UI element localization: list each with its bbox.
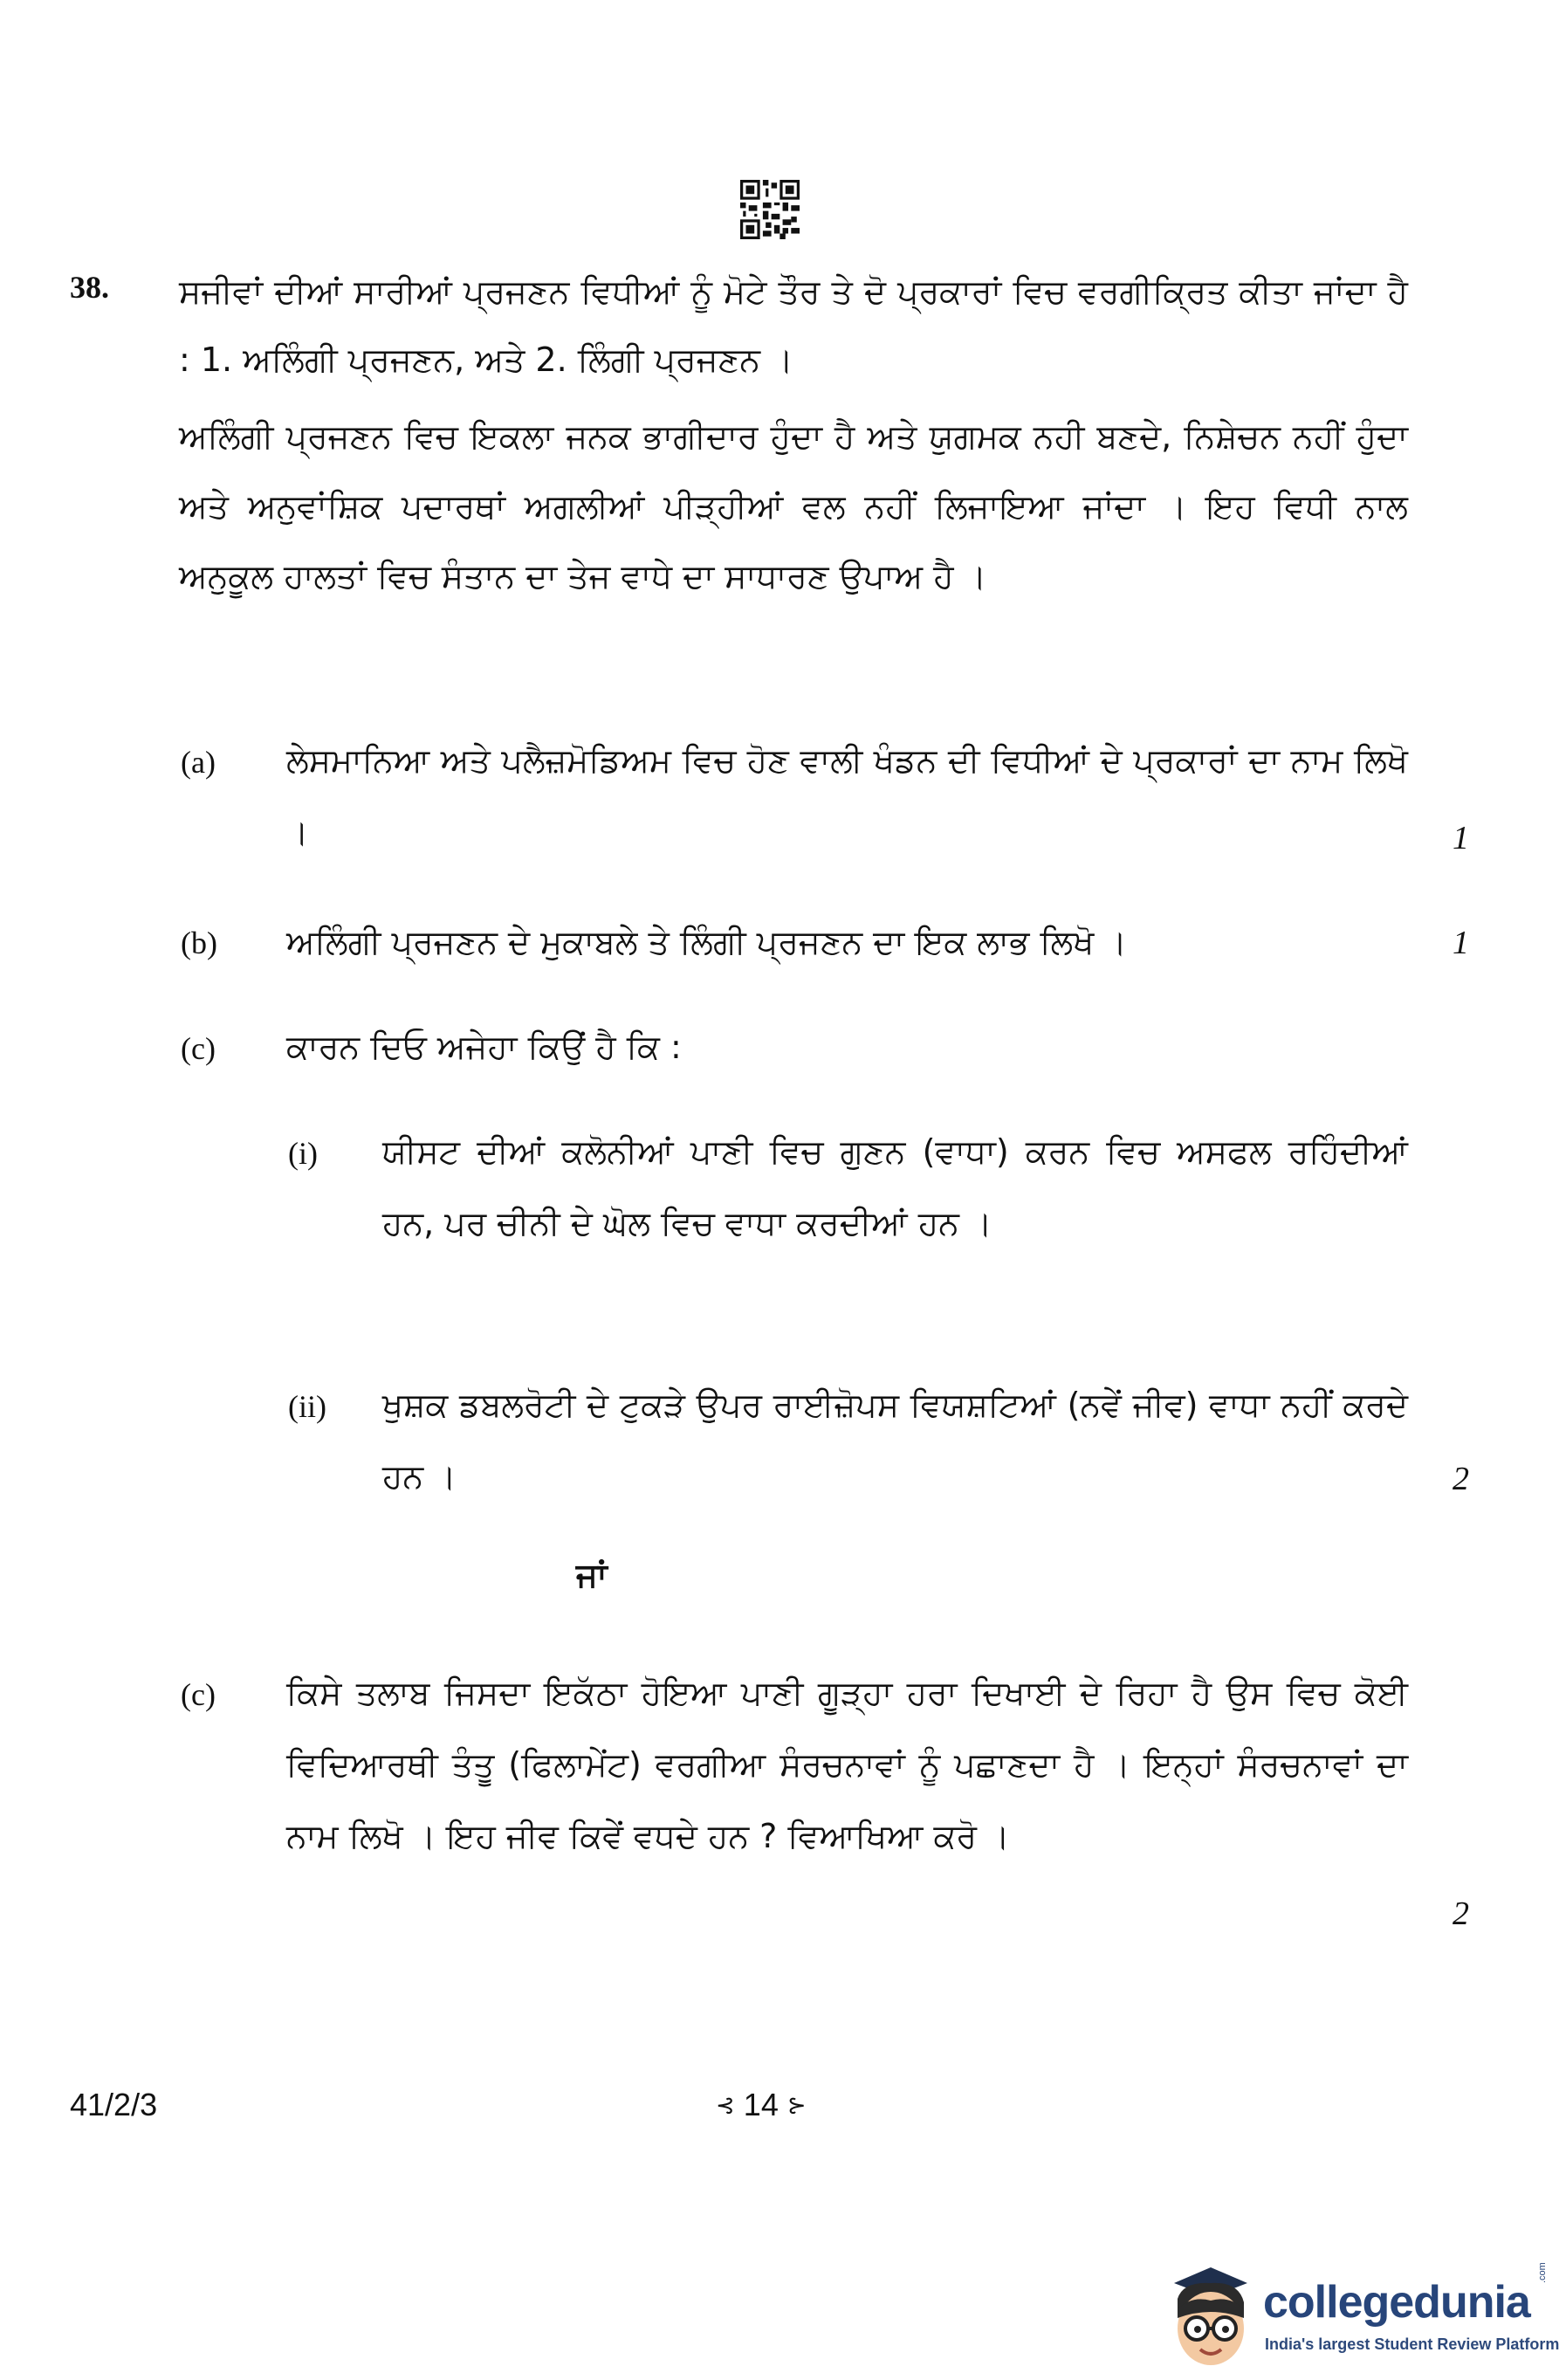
part-c-ii-label: (ii) bbox=[288, 1389, 326, 1424]
collegedunia-logo bbox=[1157, 2257, 1559, 2370]
mascot-icon bbox=[1157, 2257, 1260, 2370]
part-c-ii-marks: 2 bbox=[1453, 1461, 1469, 1497]
part-b-text: ਅਲਿੰਗੀ ਪ੍ਰਜਣਨ ਦੇ ਮੁਕਾਬਲੇ ਤੇ ਲਿੰਗੀ ਪ੍ਰਜਣਨ ਦਾ ਇਕ ਲਾਭ ਲਿਖੋ । bbox=[286, 923, 1128, 961]
ornament-left-icon: ⊰ bbox=[716, 2091, 735, 2118]
part-a-marks: 1 bbox=[1453, 820, 1469, 856]
page-number bbox=[716, 2087, 807, 2123]
brand-suffix: .com bbox=[1537, 2262, 1548, 2283]
brand-tagline: India's largest Student Review Platform bbox=[1265, 2335, 1559, 2353]
brand-name: collegedunia bbox=[1263, 2277, 1530, 2328]
qr-code-icon bbox=[740, 180, 800, 239]
part-a-label: (a) bbox=[181, 745, 216, 780]
part-c-i-text: ਯੀਸਟ ਦੀਆਂ ਕਲੋਨੀਆਂ ਪਾਣੀ ਵਿਚ ਗੁਣਨ (ਵਾਧਾ) ਕਰਨ ਵਿਚ ਅਸਫਲ ਰਹਿੰਦੀਆਂ ਹਨ, ਪਰ ਚੀਨੀ ਦੇ ਘੋਲ ਵਿਚ ਵਾਧਾ ਕਰਦੀਆਂ ਹਨ । bbox=[382, 1132, 1408, 1242]
or-separator: ਜਾਂ bbox=[576, 1556, 608, 1594]
part-c-text: ਕਾਰਨ ਦਿਓ ਅਜੇਹਾ ਕਿਉਂ ਹੈ ਕਿ : bbox=[286, 1028, 682, 1066]
part-c-alt-text: ਕਿਸੇ ਤਲਾਬ ਜਿਸਦਾ ਇਕੱਠਾ ਹੋਇਆ ਪਾਣੀ ਗੂੜ੍ਹਾ ਹਰਾ ਦਿਖਾਈ ਦੇ ਰਿਹਾ ਹੈ ਉਸ ਵਿਚ ਕੋਈ ਵਿਦਿਆਰਥੀ ਤੰਤੂ (ਫਿਲਾਮੇਂਟ) ਵਰਗੀਆ ਸੰਰਚਨਾਵਾਂ ਨੂੰ ਪਛਾਣਦਾ ਹੈ । ਇਨ੍ਹਾਂ ਸੰਰਚਨਾਵਾਂ ਦਾ ਨਾਮ ਲਿਖੋ । ਇਹ ਜੀਵ ਕਿਵੇਂ ਵਧਦੇ ਹਨ ? ਵਿਆਖਿਆ ਕਰੋ । bbox=[286, 1674, 1408, 1855]
question-number: 38. bbox=[70, 270, 109, 305]
part-a-text: ਲੇਸਮਾਨਿਆ ਅਤੇ ਪਲੈਜ਼ਮੋਡਿਅਮ ਵਿਚ ਹੋਣ ਵਾਲੀ ਖੰਡਨ ਦੀ ਵਿਧੀਆਂ ਦੇ ਪ੍ਰਕਾਰਾਂ ਦਾ ਨਾਮ ਲਿਖੋ । bbox=[286, 741, 1408, 851]
part-b-marks: 1 bbox=[1453, 925, 1469, 961]
part-c-i-label: (i) bbox=[288, 1136, 318, 1171]
question-body: ਅਲਿੰਗੀ ਪ੍ਰਜਣਨ ਵਿਚ ਇਕਲਾ ਜਨਕ ਭਾਗੀਦਾਰ ਹੁੰਦਾ ਹੈ ਅਤੇ ਯੁਗਮਕ ਨਹੀ ਬਣਦੇ, ਨਿਸ਼ੇਚਨ ਨਹੀਂ ਹੁੰਦਾ ਅਤੇ ਅਨੁਵਾਂਸ਼ਿਕ ਪਦਾਰਥਾਂ ਅਗਲੀਆਂ ਪੀੜ੍ਹੀਆਂ ਵਲ ਨਹੀਂ ਲਿਜਾਇਆ ਜਾਂਦਾ । ਇਹ ਵਿਧੀ ਨਾਲ ਅਨੁਕੂਲ ਹਾਲਤਾਂ ਵਿਚ ਸੰਤਾਨ ਦਾ ਤੇਜ ਵਾਧੇ ਦਾ ਸਾਧਾਰਣ ਉਪਾਅ ਹੈ । bbox=[179, 417, 1408, 595]
ornament-right-icon: ⊱ bbox=[786, 2091, 807, 2118]
part-c-alt-label: (c) bbox=[181, 1677, 216, 1712]
question-intro: ਸਜੀਵਾਂ ਦੀਆਂ ਸਾਰੀਆਂ ਪ੍ਰਜਣਨ ਵਿਧੀਆਂ ਨੂੰ ਮੋਟੇ ਤੌਰ ਤੇ ਦੋ ਪ੍ਰਕਾਰਾਂ ਵਿਚ ਵਰਗੀਕ੍ਰਿਤ ਕੀਤਾ ਜਾਂਦਾ ਹੈ : 1. ਅਲਿੰਗੀ ਪ੍ਰਜਣਨ, ਅਤੇ 2. ਲਿੰਗੀ ਪ੍ਰਜਣਨ । bbox=[179, 272, 1408, 379]
part-b-label: (b) bbox=[181, 925, 217, 960]
paper-code: 41/2/3 bbox=[70, 2087, 158, 2122]
part-c-ii-text: ਖੁਸ਼ਕ ਡਬਲਰੋਟੀ ਦੇ ਟੁਕੜੇ ਉਪਰ ਰਾਈਜ਼ੋਪਸ ਵਿਯਸ਼ਟਿਆਂ (ਨਵੇਂ ਜੀਵ) ਵਾਧਾ ਨਹੀਂ ਕਰਦੇ ਹਨ । bbox=[382, 1386, 1408, 1496]
page-number-value: 14 bbox=[743, 2087, 779, 2122]
part-c-alt-marks: 2 bbox=[1453, 1895, 1469, 1932]
part-c-label: (c) bbox=[181, 1031, 216, 1066]
